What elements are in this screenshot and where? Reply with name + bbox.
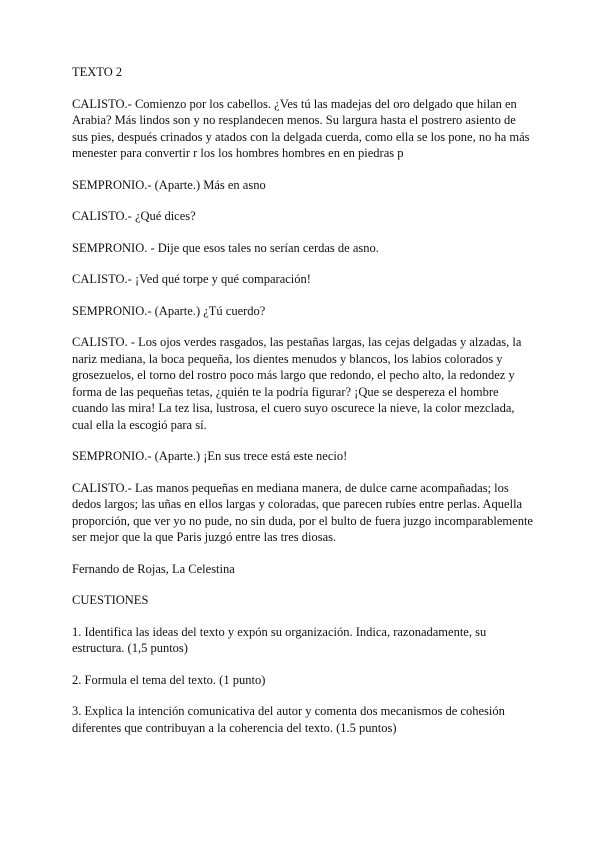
question-item: 1. Identifica las ideas del texto y expón su organización. Indica, razonadamente, su estructura. (1,5 puntos) (72, 624, 487, 655)
dialogue-paragraph: CALISTO.- ¿Qué dices? (72, 209, 196, 223)
dialogue-paragraph: CALISTO.- ¡Ved qué torpe y qué comparación! (72, 272, 311, 286)
dialogue-paragraph: CALISTO.- Las manos pequeñas en mediana manera, de dulce carne acompañadas; los dedos largos; las uñas en ellos largas y coloradas, que parecen rubíes entre perlas. Aquella proporción, que ver yo no pude, no sin duda, por el bulto de fuera juzgo incomparablemente ser mejor que la que Paris juzgó entre las tres diosas. (72, 480, 533, 544)
dialogue-paragraph: SEMPRONIO. - Dije que esos tales no serían cerdas de asno. (72, 240, 379, 255)
dialogue-paragraph: CALISTO.- Comienzo por los cabellos. ¿Ves tú las madejas del oro delgado que hilan en Arabia? Más lindos son y no resplandecen menos. Su largura hasta el postrero asiento de sus pies, después crinados y atados con la delgada cuerda, como ella se los pone, no ha más menester para convertir r los los hombres hombres en en piedras p (72, 96, 530, 160)
dialogue-paragraph: CALISTO. - Los ojos verdes rasgados, las pestañas largas, las cejas delgadas y alzadas, la nariz mediana, la boca pequeña, los dientes menudos y blancos, los labios colorados y grosezuelos, el torno del rostro poco más largo que redondo, el pecho alto, la redondez y forma de las pequeñas tetas, ¿quién te la podría figurar? ¡Que se despereza el hombre cuando las mira! La tez lisa, lustrosa, el cuero suyo oscurece la nieve, la color mezclada, cual ella la escogió para sí. (72, 335, 522, 432)
source-attribution: Fernando de Rojas, La Celestina (72, 561, 235, 576)
dialogue-paragraph: SEMPRONIO.- (Aparte.) ¿Tú cuerdo? (72, 303, 266, 318)
questions-heading: CUESTIONES (72, 593, 149, 607)
dialogue-paragraph: SEMPRONIO.- (Aparte.) ¡En sus trece está este necio! (72, 449, 348, 463)
document-page (72, 64, 534, 751)
dialogue-paragraph: SEMPRONIO.- (Aparte.) Más en asno (72, 177, 266, 192)
question-item: 2. Formula el tema del texto. (1 punto) (72, 672, 266, 687)
question-item: 3. Explica la intención comunicativa del autor y comenta dos mecanismos de cohesión diferentes que contribuyan a la coherencia del texto. (1.5 puntos) (72, 704, 505, 735)
document-title: TEXTO 2 (72, 65, 123, 79)
